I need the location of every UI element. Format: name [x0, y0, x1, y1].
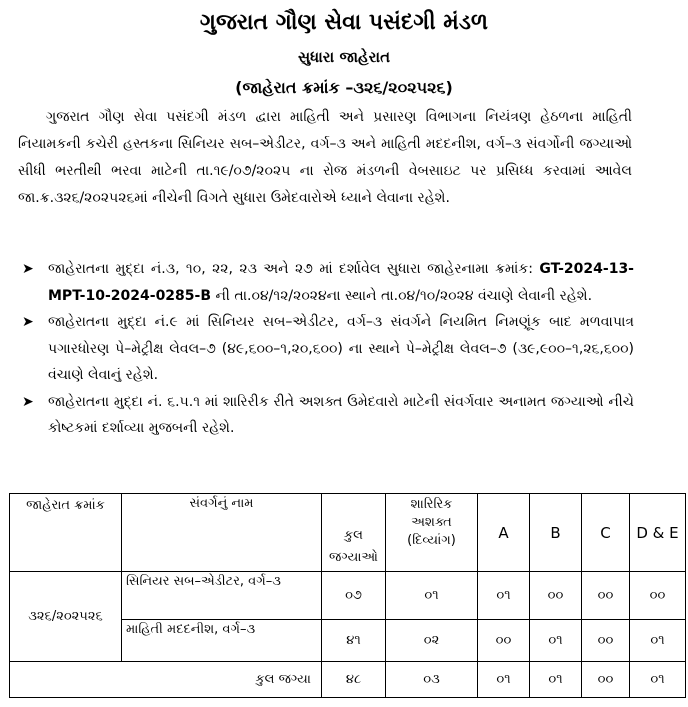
ph-cell: ૦૨	[386, 620, 478, 662]
summary-ph: ૦૩	[386, 662, 478, 698]
summary-cat-b: ૦૧	[530, 662, 582, 698]
cadre-name-cell: સિનિયર સબ–એડીટર, વર્ગ–૩	[122, 572, 322, 620]
header-ad-no: જાહેરાત ક્રમાંક	[10, 494, 122, 572]
amendment-item	[22, 309, 634, 389]
header-total-posts: કુલ જગ્યાઓ	[322, 494, 386, 572]
cat-b-cell: ૦૧	[530, 620, 582, 662]
ph-cell: ૦૧	[386, 572, 478, 620]
bullet-arrow-icon: ➤	[22, 314, 34, 330]
amendment-text: જાહેરાતના મુદ્દા નં.૯ માં સિનિયર સબ–એડીટર, વર્ગ–૩ સંવર્ગને નિયમિત નિમણૂંક બાદ મળવાપાત્ર પગારધોરણ પે–મેટ્રીક્ષ લેવલ–૭ (૪૯,૬૦૦–૧,૨૦,૬૦૦) ના સ્થાને પે–મેટ્રીક્ષ લેવલ–૭ (૩૯,૯૦૦–૧,૨૬,૬૦૦) વંચાણે લેવાનું રહેશે.	[48, 314, 634, 383]
total-cell: ૦૭	[322, 572, 386, 620]
table-summary-row	[10, 662, 686, 698]
header-cat-c: C	[582, 494, 630, 572]
amendment-text-after: ની તા.૦૪/૧૨/૨૦૨૪ના સ્થાને તા.૦૪/૧૦/૨૦૨૪ વંચાણે લેવાની રહેશે.	[211, 287, 593, 304]
ad-no-cell: ૩૨૬/૨૦૨૫૨૬	[10, 572, 122, 662]
amendment-item	[22, 389, 634, 442]
summary-cat-a: ૦૧	[478, 662, 530, 698]
cat-c-cell: ૦૦	[582, 620, 630, 662]
bullet-arrow-icon: ➤	[22, 261, 34, 277]
document-subtitle: સુધારા જાહેરાત	[297, 48, 391, 66]
table-header-row	[10, 494, 686, 572]
amendment-text: જાહેરાતના મુદ્દા નં. ૬.૫.૧ માં શારિરીક રીતે અશક્ત ઉમેદવારો માટેની સંવર્ગવાર અનામત જગ્યાઓ નીચે કોષ્ટકમાં દર્શાવ્યા મુજબની રહેશે.	[48, 393, 634, 436]
cat-b-cell: ૦૦	[530, 572, 582, 620]
reservation-table	[9, 493, 686, 698]
cat-de-cell: ૦૦	[630, 572, 686, 620]
cat-c-cell: ૦૦	[582, 572, 630, 620]
cadre-name-cell: માહિતી મદદનીશ, વર્ગ–૩	[122, 620, 322, 662]
cat-a-cell: ૦૧	[478, 572, 530, 620]
header-cadre-name: સંવર્ગનું નામ	[122, 494, 322, 572]
header-ph: શારિરિક અશક્ત (દિવ્યાંગ)	[386, 494, 478, 572]
cat-a-cell: ૦૦	[478, 620, 530, 662]
bullet-arrow-icon: ➤	[22, 393, 34, 410]
summary-cat-c: ૦૦	[582, 662, 630, 698]
header-cat-a: A	[478, 494, 530, 572]
summary-cat-de: ૦૧	[630, 662, 686, 698]
cat-de-cell: ૦૧	[630, 620, 686, 662]
header-cat-de: D & E	[630, 494, 686, 572]
document-title: ગુજરાત ગૌણ સેવા પસંદગી મંડળ	[199, 10, 489, 35]
notification-code: GT-2024-13-MPT-10-2024-0285-B	[48, 261, 634, 304]
amendment-item	[22, 256, 634, 309]
header-cat-b: B	[530, 494, 582, 572]
total-cell: ૪૧	[322, 620, 386, 662]
intro-paragraph: ગુજરાત ગૌણ સેવા પસંદગી મંડળ દ્વારા માહિતી અને પ્રસારણ વિભાગના નિયંત્રણ હેઠળના માહિતી નિયામકની કચેરી હસ્તકના સિનિયર સબ–એડીટર, વર્ગ–૩ અને માહિતી મદદનીશ, વર્ગ–૩ સંવર્ગોની જગ્યાઓ સીધી ભરતીથી ભરવા માટેની તા.૧૯/૦૭/૨૦૨૫ ના રોજ મંડળની વેબસાઇટ પર પ્રસિધ્ધ કરવામાં આવેલ જા.ક્ર.૩૨૬/૨૦૨૫૨૬માં નીચેની વિગતે સુધારા ઉમેદવારોએ ધ્યાને લેવાના રહેશે.	[18, 109, 632, 206]
summary-total: ૪૮	[322, 662, 386, 698]
summary-label: કુલ જગ્યા	[10, 662, 322, 698]
amendment-text: જાહેરાતના મુદ્દા નં.૩, ૧૦, ૨૨, ૨૩ અને ૨૭ માં દર્શાવેલ સુધારા જાહેરનામા ક્રમાંક:	[48, 261, 540, 277]
amendment-list	[22, 256, 634, 442]
table-row	[10, 572, 686, 620]
advertisement-reference: (જાહેરાત ક્રમાંક –૩૨૬/૨૦૨૫૨૬)	[235, 78, 453, 97]
